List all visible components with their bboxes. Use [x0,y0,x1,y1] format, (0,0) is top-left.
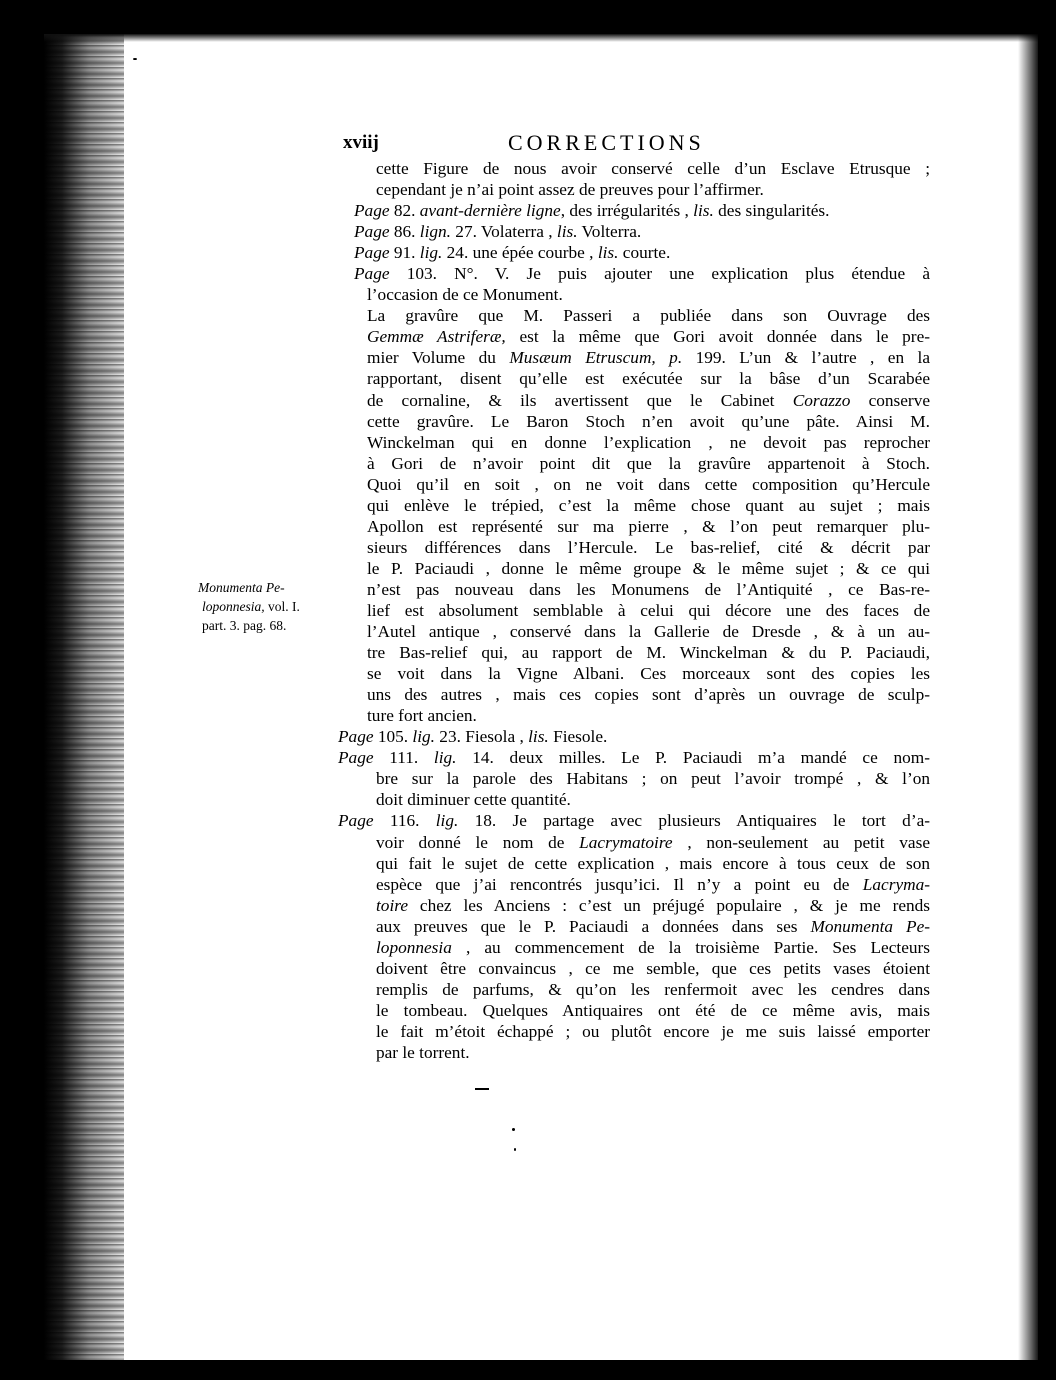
text-span: Corazzo [792,390,851,410]
text-line [367,474,930,495]
text-line [354,221,930,242]
text-span: 82. [389,201,420,221]
text-line [367,368,930,389]
text-span: l’Autel antique , conservé dans la Gallerie de Dresde , & à un au- [367,622,930,642]
text-line [367,390,930,411]
text-line [367,453,930,474]
text-span: lis. [693,201,714,221]
text-line [367,432,930,453]
text-span: se voit dans la Vigne Albani. Ces morceaux sont des copies les [367,664,930,684]
text-span: 27. Volaterra , [450,222,557,242]
text-span: doit diminuer cette quantité. [376,790,571,810]
text-span: espèce que j’ai rencontrés jusqu’ici. Il n’y a point eu de [376,874,863,894]
text-line [376,937,930,958]
text-span: 103. N°. V. Je puis ajouter une explication plus étendue à [389,264,930,284]
text-span: lis. [528,727,549,747]
text-line [376,958,930,979]
text-span: Page [338,727,374,747]
text-line [367,600,930,621]
text-span: Page [338,748,374,768]
text-span: qui enlève le trépied, c’est la même chose quant au sujet ; mais [367,495,930,515]
text-span: de cornaline, & ils avertissent que le Cabinet [367,390,793,410]
text-span: 23. Fiesola , [434,727,529,747]
text-span: Monumenta Pe- [810,916,930,936]
text-span: à Gori de n’avoir point dit que la gravûre appartenoit à Stoch. [367,453,930,473]
text-span: lis. [556,222,578,242]
text-line [367,537,930,558]
text-span: lign. [419,222,451,242]
text-span: conserve [850,390,931,410]
text-line [338,726,930,747]
text-span: le fait m’étoit échappé ; ou plutôt encore je me suis laissé emporter [376,1021,930,1041]
margin-note-roman: part. 3. pag. 68. [202,618,287,633]
ink-speck [133,58,137,60]
scan-top-edge-shadow [44,34,1038,42]
margin-note [198,578,343,635]
scan-left-edge-shadow [44,34,124,1360]
text-span: Page [338,811,374,831]
text-span: Winckelman qui en donne l’explication , ne devoit pas reprocher [367,432,930,452]
text-span: lief est absolument semblable à celui qui décore une des faces de [367,600,930,620]
text-line [367,516,930,537]
text-span: des singularités. [713,201,830,221]
text-span: Page [354,201,390,221]
text-span: 24. une épée courbe , [442,243,598,263]
text-span: lig. [412,727,435,747]
text-span: 14. deux milles. Le P. Paciaudi m’a mandé ce nom- [456,748,930,768]
text-line [367,705,930,726]
text-span: lig. [435,811,459,831]
text-span: Apollon est représenté sur ma pierre , & l’on peut remarquer plu- [367,516,930,536]
text-span: Page [354,222,390,242]
text-span: Quoi qu’il en soit , on ne voit dans cette composition qu’Hercule [367,474,930,494]
text-span: le P. Paciaudi , donne le même groupe & le même sujet ; & ce qui [367,558,930,578]
text-span: tre Bas-relief qui, au rapport de M. Winckelman & du P. Paciaudi, [367,643,930,663]
text-span: , des irrégularités , [560,201,694,221]
text-span: l’occasion de ce Monument. [367,285,563,305]
text-line [367,558,930,579]
text-span: 111. [373,748,434,768]
text-span: cependant je n’ai point assez de preuves pour l’affirmer. [376,180,764,200]
text-span: uns des autres , mais ces copies sont d’après un ouvrage de sculp- [367,685,930,705]
text-line [338,810,930,831]
text-line [376,979,930,1000]
text-line [376,916,930,937]
text-span: est la même que Gori avoit donnée dans le pre- [505,327,930,347]
text-span: La gravûre que M. Passeri a publiée dans son Ouvrage des [367,306,930,326]
text-span: toire [376,895,408,915]
text-line [376,1042,930,1063]
text-line [376,874,930,895]
text-span: remplis de parfums, & qu’on les renfermoit avec les cendres dans [376,979,930,999]
text-line [367,579,930,600]
text-line [354,263,930,284]
text-span: Fiesole. [548,727,608,747]
text-span: par le torrent. [376,1042,470,1062]
text-line [376,853,930,874]
text-span: Gemmæ Astriferæ, [367,327,506,347]
end-flourish [475,1088,489,1090]
text-span: 199. L’un & l’autre , en la [682,348,930,368]
text-line [367,411,930,432]
text-span: courte. [618,243,671,263]
text-span: n’est pas nouveau dans les Monumens de l’Antiquité , ce Bas-re- [367,579,930,599]
text-line [354,242,930,263]
text-span: Lacrymatoire [579,832,673,852]
text-line [354,200,930,221]
text-span: Page [354,264,390,284]
text-span: le tombeau. Quelques Antiquaires ont été de ce même avis, mais [376,1000,930,1020]
text-span: , au commencement de la troisième Partie. Ses Lecteurs [451,937,930,957]
text-line [376,768,930,789]
text-span: chez les Anciens : c’est un préjugé populaire , & je me rends [408,895,930,915]
text-line [367,347,930,368]
text-line [376,158,930,179]
text-span: cette gravûre. Le Baron Stoch n’en avoit qu’une pâte. Ainsi M. [367,411,930,431]
page-number: xviij [343,132,379,153]
margin-note-line [198,616,343,635]
text-span: loponnesia [376,937,452,957]
text-line [338,747,930,768]
text-span: avant-dernière ligne [419,201,561,221]
text-span: 91. [389,243,420,263]
text-line [376,1021,930,1042]
running-title: CORRECTIONS [508,130,705,155]
text-span: lig. [433,748,457,768]
text-line [367,495,930,516]
ink-speck [514,1148,516,1151]
text-span: mier Volume du [367,348,510,368]
text-span: qui fait le sujet de cette explication , mais encore à tous ceux de son [376,853,930,873]
text-line [376,789,930,810]
text-span: 116. [373,811,436,831]
text-span: rapportant, disent qu’elle est exécutée sur la bâse d’un Scarabée [367,369,930,389]
ink-speck [512,1128,515,1131]
margin-note-line [198,578,343,597]
text-line [367,684,930,705]
text-span: Musæum Etruscum, p. [509,348,683,368]
text-line [376,1000,930,1021]
text-span: lis. [597,243,619,263]
text-span: 18. Je partage avec plusieurs Antiquaires le tort d’a- [458,811,930,831]
text-span: sieurs différences dans l’Hercule. Le bas-relief, cité & décrit par [367,537,930,557]
text-span: Page [354,243,390,263]
margin-note-italic: Monumenta Pe- [198,580,285,595]
text-span: Lacryma- [862,874,930,894]
text-line [376,179,930,200]
text-span: cette Figure de nous avoir conservé celle d’un Esclave Etrusque ; [376,159,930,178]
text-line [367,621,930,642]
margin-note-italic: loponnesia, [202,599,265,614]
text-span: bre sur la parole des Habitans ; on peut l’avoir trompé , & l’on [376,769,930,789]
text-line [367,284,930,305]
text-span: aux preuves que le P. Paciaudi a données dans ses [376,916,811,936]
margin-note-roman: vol. I. [264,599,300,614]
text-line [367,326,930,347]
text-span: lig. [419,243,443,263]
text-span: , non-seulement au petit vase [672,832,930,852]
text-line [367,663,930,684]
text-line [367,642,930,663]
text-span: voir donné le nom de [376,832,580,852]
text-line [367,305,930,326]
text-span: 86. [389,222,420,242]
text-span: doivent être convaincus , ce me semble, que ces petits vases étoient [376,958,930,978]
text-line [376,895,930,916]
text-span: Volterra. [577,222,642,242]
text-line [376,832,930,853]
text-span: ture fort ancien. [367,706,477,726]
text-span: 105. [373,727,413,747]
scan-right-edge-shadow [1018,34,1040,1360]
corrections-body-text [340,158,930,1063]
margin-note-line [198,597,343,616]
